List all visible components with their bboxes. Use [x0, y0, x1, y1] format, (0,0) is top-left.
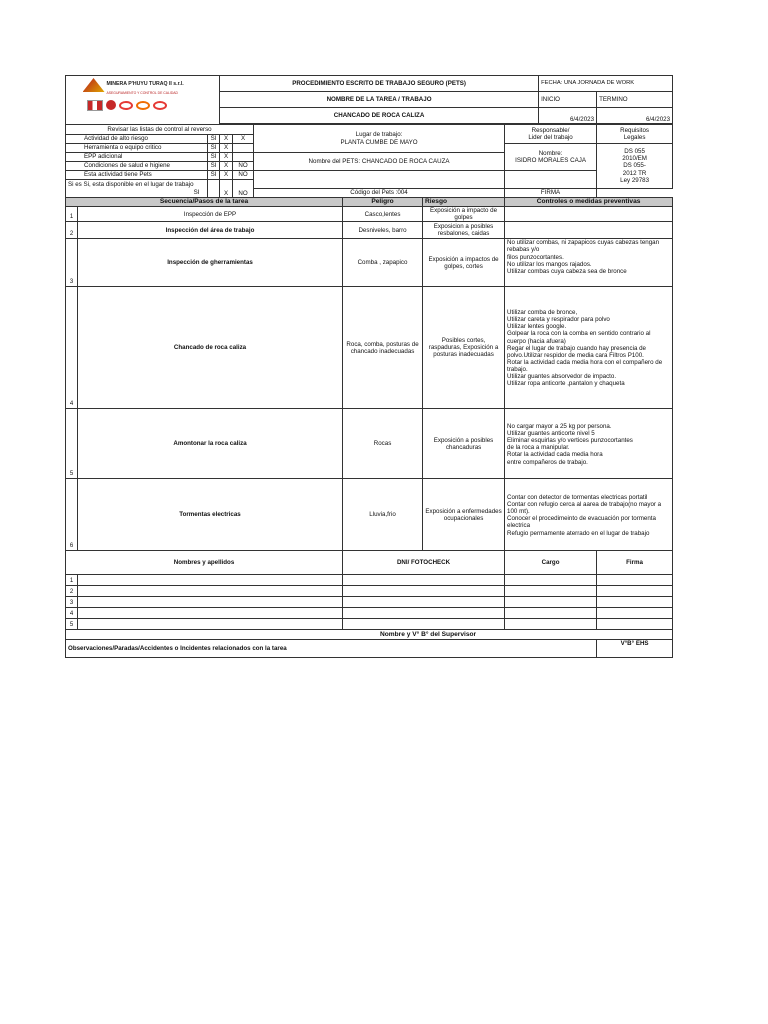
sig-nombre-field[interactable] [78, 608, 343, 619]
fecha-label: FECHA: UNA JORNADA DE WORK [539, 76, 673, 92]
check-no[interactable] [233, 153, 254, 162]
col-peligro: Peligro [343, 198, 423, 207]
check-x[interactable]: X [220, 153, 233, 162]
step-controles: No utilizar combas, ni zapapicos cuyas cabezas tengan rebabas y/o filos punzocortantes. No utilizar los mangos rajados. Utilizar combas cuya cabeza sea de bronce [505, 239, 673, 287]
step-controles [505, 207, 673, 222]
check-si: SI [208, 153, 220, 162]
inicio-label: INICIO [539, 91, 597, 107]
company-logo [66, 76, 220, 125]
lugar-label: Lugar de trabajo: [355, 131, 403, 139]
pets-form [65, 75, 672, 658]
step-peligro: Desniveles, barro [343, 222, 423, 239]
check-si: SI [208, 162, 220, 171]
check-no[interactable]: NO [233, 162, 254, 171]
mountain-logo-icon [83, 78, 105, 92]
nombre-responsable [505, 144, 597, 171]
sig-dni-field[interactable] [343, 597, 505, 608]
step-paso: Chancado de roca caliza [78, 287, 343, 409]
sig-nombre-field[interactable] [78, 619, 343, 630]
signature-row [66, 575, 673, 586]
pets-code: Código del Pets :004 [254, 189, 505, 198]
termino-date: 6/4/2023 [597, 107, 673, 123]
table-row [66, 287, 673, 409]
check-x[interactable]: X [220, 162, 233, 171]
task-name: CHANCADO DE ROCA CALIZA [220, 107, 539, 123]
sig-dni-field[interactable] [343, 575, 505, 586]
checklist-title: Revisar las listas de control al reverso [66, 125, 254, 135]
check-si: SI [208, 135, 220, 144]
sig-number: 1 [66, 575, 78, 586]
step-number: 2 [66, 222, 78, 239]
check-label: Actividad de alto riesgo [66, 135, 208, 144]
sig-number: 2 [66, 586, 78, 597]
check-si: SI [208, 144, 220, 153]
check-x[interactable]: X [220, 135, 233, 144]
step-number: 3 [66, 239, 78, 287]
table-row [66, 239, 673, 287]
ring-logo-icon [119, 101, 133, 110]
requisitos [597, 125, 673, 144]
responsable [505, 125, 597, 144]
sig-cargo-field[interactable] [505, 586, 597, 597]
step-controles: No cargar mayor a 25 kg por persona. Utilizar guantes anticorte nivel 5 Eliminar esquirlas y/o vertices punzocortantes de la roca a manipular. Rotar la actividad cada media hora entre compañeros de trabajo. [505, 409, 673, 479]
lugar-value: PLANTA CUMBE DE MAYO [340, 138, 418, 146]
step-paso: Tormentas electricas [78, 479, 343, 551]
step-number: 1 [66, 207, 78, 222]
sig-firma-field[interactable] [597, 586, 673, 597]
termino-label: TERMINO [597, 91, 673, 107]
check-x[interactable]: X [220, 171, 233, 180]
sig-number: 3 [66, 597, 78, 608]
pets-name: Nombre del PETS: CHANCADO DE ROCA CAUZA [254, 153, 505, 171]
check-last-label [66, 180, 208, 198]
ring-logo-icon [153, 101, 167, 110]
pets-table [65, 75, 673, 658]
signature-row [66, 608, 673, 619]
step-peligro: Roca, comba, posturas de chancado inadecuadas [343, 287, 423, 409]
requisitos-label: Requisitos [620, 126, 650, 134]
sig-nombre-field[interactable] [78, 575, 343, 586]
table-row [66, 207, 673, 222]
sig-number: 4 [66, 608, 78, 619]
step-paso: Inspección de EPP [78, 207, 343, 222]
sig-cargo-field[interactable] [505, 608, 597, 619]
firma-label: FIRMA [505, 189, 597, 198]
table-row [66, 479, 673, 551]
nombre-label: Nombre: [538, 149, 563, 157]
sig-number: 5 [66, 619, 78, 630]
sig-cargo-field[interactable] [505, 575, 597, 586]
step-number: 4 [66, 287, 78, 409]
legal-3: DS 055- [623, 162, 646, 170]
check-label: Condiciones de salud e higiene [66, 162, 208, 171]
lugar-trabajo [254, 125, 505, 153]
legal-requirements [597, 144, 673, 189]
step-controles: Contar con detector de tormentas electricas portatil Contar con refugio cerca al aarea de trabajo(no mayor a 100 mt). Conocer el procedimeinto de evacuación por tormenta electrica Refugio permamente aterrado en el lugar de trabajo [505, 479, 673, 551]
step-peligro: Comba , zapapico [343, 239, 423, 287]
sig-dni-field[interactable] [343, 619, 505, 630]
step-paso: Inspección de gherramientas [78, 239, 343, 287]
seal-icon [106, 100, 116, 110]
last-no[interactable]: NO [233, 180, 254, 198]
requisitos-sub: Legales [623, 134, 646, 141]
signature-row [66, 597, 673, 608]
vb-ehs-label: V°B° EHS [597, 640, 673, 658]
responsable-sub: Lider del trabajo [528, 134, 573, 141]
sig-cargo-field[interactable] [505, 597, 597, 608]
check-no[interactable]: NO [233, 171, 254, 180]
step-peligro: Casco,lentes [343, 207, 423, 222]
inicio-date: 6/4/2023 [539, 107, 597, 123]
table-row [66, 409, 673, 479]
pets-code-spacer [254, 171, 505, 189]
sig-col-cargo: Cargo [505, 551, 597, 575]
observaciones-label: Observaciones/Paradas/Accidentes o Incidentes relacionados con la tarea [66, 640, 597, 658]
step-riesgo: Posibles cortes, raspaduras, Exposición a posturas inadecuadas [423, 287, 505, 409]
sig-firma-field[interactable] [597, 575, 673, 586]
check-no[interactable] [233, 144, 254, 153]
col-riesgo: Riesgo [423, 198, 505, 207]
step-riesgo: Exposición a posibles chancaduras [423, 409, 505, 479]
check-label: Esta actividad tiene Pets [66, 171, 208, 180]
check-x[interactable]: X [220, 144, 233, 153]
supervisor-label: Nombre y V° B° del Supervisor [66, 630, 673, 640]
sig-nombre-field[interactable] [78, 597, 343, 608]
sig-col-firma: Firma [597, 551, 673, 575]
sig-col-dni: DNI/ FOTOCHECK [343, 551, 505, 575]
step-paso: Inspección del área de trabajo [78, 222, 343, 239]
sig-firma-field[interactable] [597, 608, 673, 619]
last-si: SI [193, 188, 200, 196]
sig-cargo-field[interactable] [505, 619, 597, 630]
step-controles: Utilizar comba de bronce, Utilizar careta y respirador para polvo Utilizar lentes google. Golpear la roca con la comba en sentido contrario al cuerpo (hacia afuera) Regar el lugar de trabajo cuando hay presencia de polvo.Utilizar respidor de media cara Filtros P100. Rotar la actividad cada media hora con el compañero de trabajo. Utilizar guantes absorvedor de impacto. Utilizar ropa anticorte ,pantalon y chaqueta [505, 287, 673, 409]
check-label: EPP adicional [66, 153, 208, 162]
check-label: Herramienta o equipo critico [66, 144, 208, 153]
last-x[interactable]: X [220, 180, 233, 198]
legal-5: Ley 29783 [620, 176, 650, 184]
responsable-label: Responsable/ [531, 126, 570, 134]
task-label: NOMBRE DE LA TAREA / TRABAJO [220, 91, 539, 107]
sig-dni-field[interactable] [343, 586, 505, 597]
sig-dni-field[interactable] [343, 608, 505, 619]
check-si: SI [208, 171, 220, 180]
col-secuencia: Secuencia/Pasos de la tarea [66, 198, 343, 207]
firma-spacer [505, 171, 597, 189]
step-number: 6 [66, 479, 78, 551]
sig-nombre-field[interactable] [78, 586, 343, 597]
step-peligro: Lluvia,frio [343, 479, 423, 551]
last-label: Si es Si, esta disponible en el lugar de trabajo [68, 181, 194, 189]
step-paso: Amontonar la roca caliza [78, 409, 343, 479]
step-controles [505, 222, 673, 239]
logo-tagline: ASEGURAMIENTO Y CONTROL DE CALIDAD [106, 91, 178, 95]
signature-row [66, 586, 673, 597]
col-controles: Controles o medidas preventivas [505, 198, 673, 207]
sig-firma-field[interactable] [597, 619, 673, 630]
legal-2: 2010/EM [622, 155, 647, 163]
ring-logo-icon [136, 101, 150, 110]
step-riesgo: Exposición a impactos de golpes, cortes [423, 239, 505, 287]
step-riesgo: Exposicion a posibles resbalones, caidas [423, 222, 505, 239]
legal-1: DS 055 [624, 148, 645, 156]
sig-firma-field[interactable] [597, 597, 673, 608]
form-title: PROCEDIMIENTO ESCRITO DE TRABAJO SEGURO (PETS) [220, 76, 539, 92]
legal-4: 2012 TR [622, 169, 647, 177]
nombre-value: ISIDRO MORALES CAJA [515, 157, 586, 164]
check-x2[interactable]: X [233, 135, 254, 144]
logo-company-name: MINERA P'HUYU TURAQ II s.r.l. [106, 81, 184, 88]
step-riesgo: Exposición a impacto de golpes [423, 207, 505, 222]
step-number: 5 [66, 409, 78, 479]
step-peligro: Rocas [343, 409, 423, 479]
flag-icon [87, 100, 103, 111]
sig-col-nombres: Nombres y apellidos [66, 551, 343, 575]
table-row [66, 222, 673, 239]
signature-row [66, 619, 673, 630]
step-riesgo: Exposición a enfermedades ocupacionales [423, 479, 505, 551]
